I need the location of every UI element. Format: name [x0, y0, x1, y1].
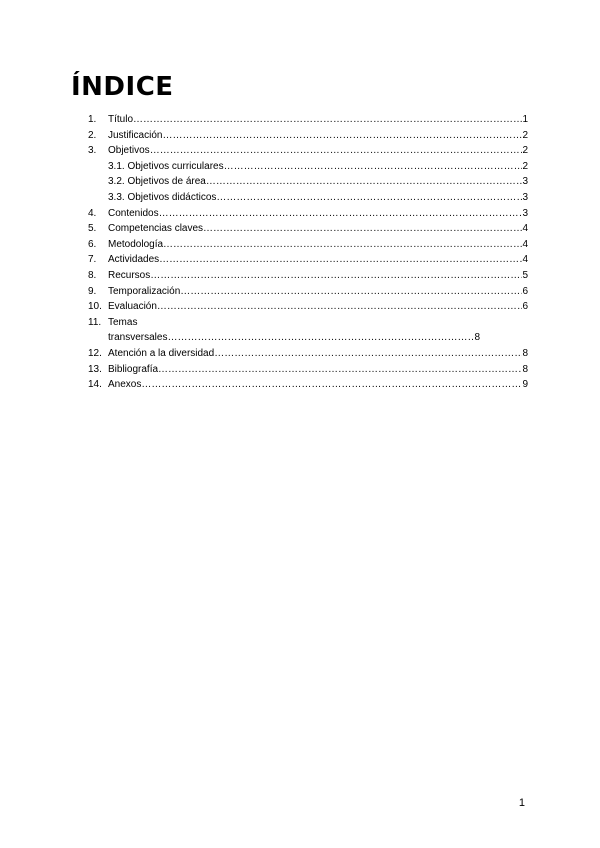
- toc-entry-page: 2: [522, 145, 528, 157]
- toc-entry: [88, 174, 528, 190]
- toc-entry: [88, 330, 528, 346]
- toc-entry-number: 14.: [88, 379, 102, 391]
- toc-entry-number: 13.: [88, 363, 102, 375]
- toc-entry: [88, 143, 528, 159]
- toc-entry: [88, 268, 528, 284]
- toc-entry-title: Metodología: [108, 238, 164, 250]
- toc-entry: [88, 299, 528, 315]
- toc-entry: [88, 346, 528, 362]
- page-number: 1: [518, 797, 525, 809]
- dot-leader: [159, 206, 523, 222]
- toc-entry-number: 2.: [88, 129, 97, 141]
- toc-entry-page: 3: [522, 176, 528, 188]
- toc-entry-title: Temporalización: [108, 285, 181, 297]
- toc-entry-page: 8: [522, 347, 528, 359]
- dot-leader: [214, 346, 522, 362]
- toc-entry-number: 9.: [88, 285, 97, 297]
- toc-entry-title: Título: [108, 114, 134, 125]
- toc-entry: [88, 206, 528, 222]
- dot-leader: [150, 143, 523, 159]
- toc-entry-title: Bibliografía: [108, 363, 159, 375]
- toc-entry-number: 7.: [88, 254, 97, 266]
- dot-leader: [216, 190, 522, 206]
- toc-entry-title: Evaluación: [108, 301, 157, 313]
- toc-entry-number: 12.: [88, 347, 102, 359]
- toc-entry-number: 4.: [88, 207, 97, 219]
- dot-leader: [157, 299, 523, 315]
- toc-entry-page: 9: [522, 379, 528, 391]
- toc-entry-title: Contenidos: [108, 207, 159, 219]
- toc-entry-number: 6.: [88, 238, 97, 250]
- toc-entry-number: 5.: [88, 223, 97, 235]
- toc-entry-page: 5: [522, 269, 528, 281]
- toc-entry-number: 10.: [88, 301, 102, 313]
- toc-entry: [88, 190, 528, 206]
- dot-leader: [150, 268, 522, 284]
- dot-leader: [224, 159, 523, 175]
- toc-entry-title: Objetivos: [108, 145, 150, 157]
- toc-entry-title: Atención a la diversidad: [108, 347, 215, 359]
- toc-entry-number: 8.: [88, 269, 97, 281]
- toc-entry-number: 3.: [88, 145, 97, 157]
- toc-entry: [88, 237, 528, 253]
- toc-entry: [88, 159, 528, 175]
- dot-leader: [206, 174, 523, 190]
- toc-entry-page: 2: [522, 129, 528, 141]
- toc-entry: [88, 362, 528, 378]
- toc-entry-title: transversales: [108, 332, 168, 344]
- toc-entry-title: 3.1. Objetivos curriculares: [108, 160, 224, 172]
- dot-leader: [158, 362, 522, 378]
- toc-entry-page: 2: [522, 160, 528, 172]
- toc-entry-page: 3: [522, 191, 528, 203]
- dot-leader: [159, 252, 522, 268]
- toc-entry-title: Justificación: [108, 129, 163, 141]
- dot-leader: [133, 112, 522, 128]
- toc-entry-page: 4: [522, 238, 528, 250]
- toc-entry-page: 8: [522, 363, 528, 375]
- toc-entry: [88, 252, 528, 268]
- toc-entry-page: 6: [522, 285, 528, 297]
- toc-entry-title: Actividades: [108, 254, 160, 266]
- dot-leader: [163, 237, 522, 253]
- toc-entry: [88, 221, 528, 237]
- toc-entry-page: 4: [522, 223, 528, 235]
- toc-entry-title: 3.2. Objetivos de área: [108, 176, 206, 188]
- toc-entry-page: 6: [522, 301, 528, 313]
- page-title: ÍNDICE: [71, 72, 174, 102]
- toc-entry: [88, 377, 528, 393]
- toc-entry-page: 8: [474, 332, 481, 344]
- toc-entry: [88, 128, 528, 144]
- toc-entry-title: 3.3. Objetivos didácticos: [108, 191, 217, 203]
- table-of-contents: [88, 112, 528, 393]
- dot-leader: [203, 221, 522, 237]
- toc-entry: [88, 315, 528, 331]
- toc-entry-title: Anexos: [108, 379, 142, 391]
- toc-entry-title: Recursos: [108, 269, 151, 281]
- dot-leader: [162, 128, 522, 144]
- toc-entry-number: 11.: [88, 316, 102, 328]
- toc-entry: [88, 284, 528, 300]
- toc-entry: [88, 112, 528, 128]
- toc-entry-number: 1.: [88, 114, 97, 125]
- dot-leader: [141, 377, 522, 393]
- toc-entry-page: 4: [522, 254, 528, 266]
- dot-leader: [180, 284, 522, 300]
- dot-leader: [167, 330, 474, 346]
- toc-entry-title: Competencias claves: [108, 223, 204, 235]
- toc-entry-title: Temas: [108, 316, 138, 328]
- toc-entry-page: 1: [522, 114, 528, 125]
- toc-entry-page: 3: [522, 207, 528, 219]
